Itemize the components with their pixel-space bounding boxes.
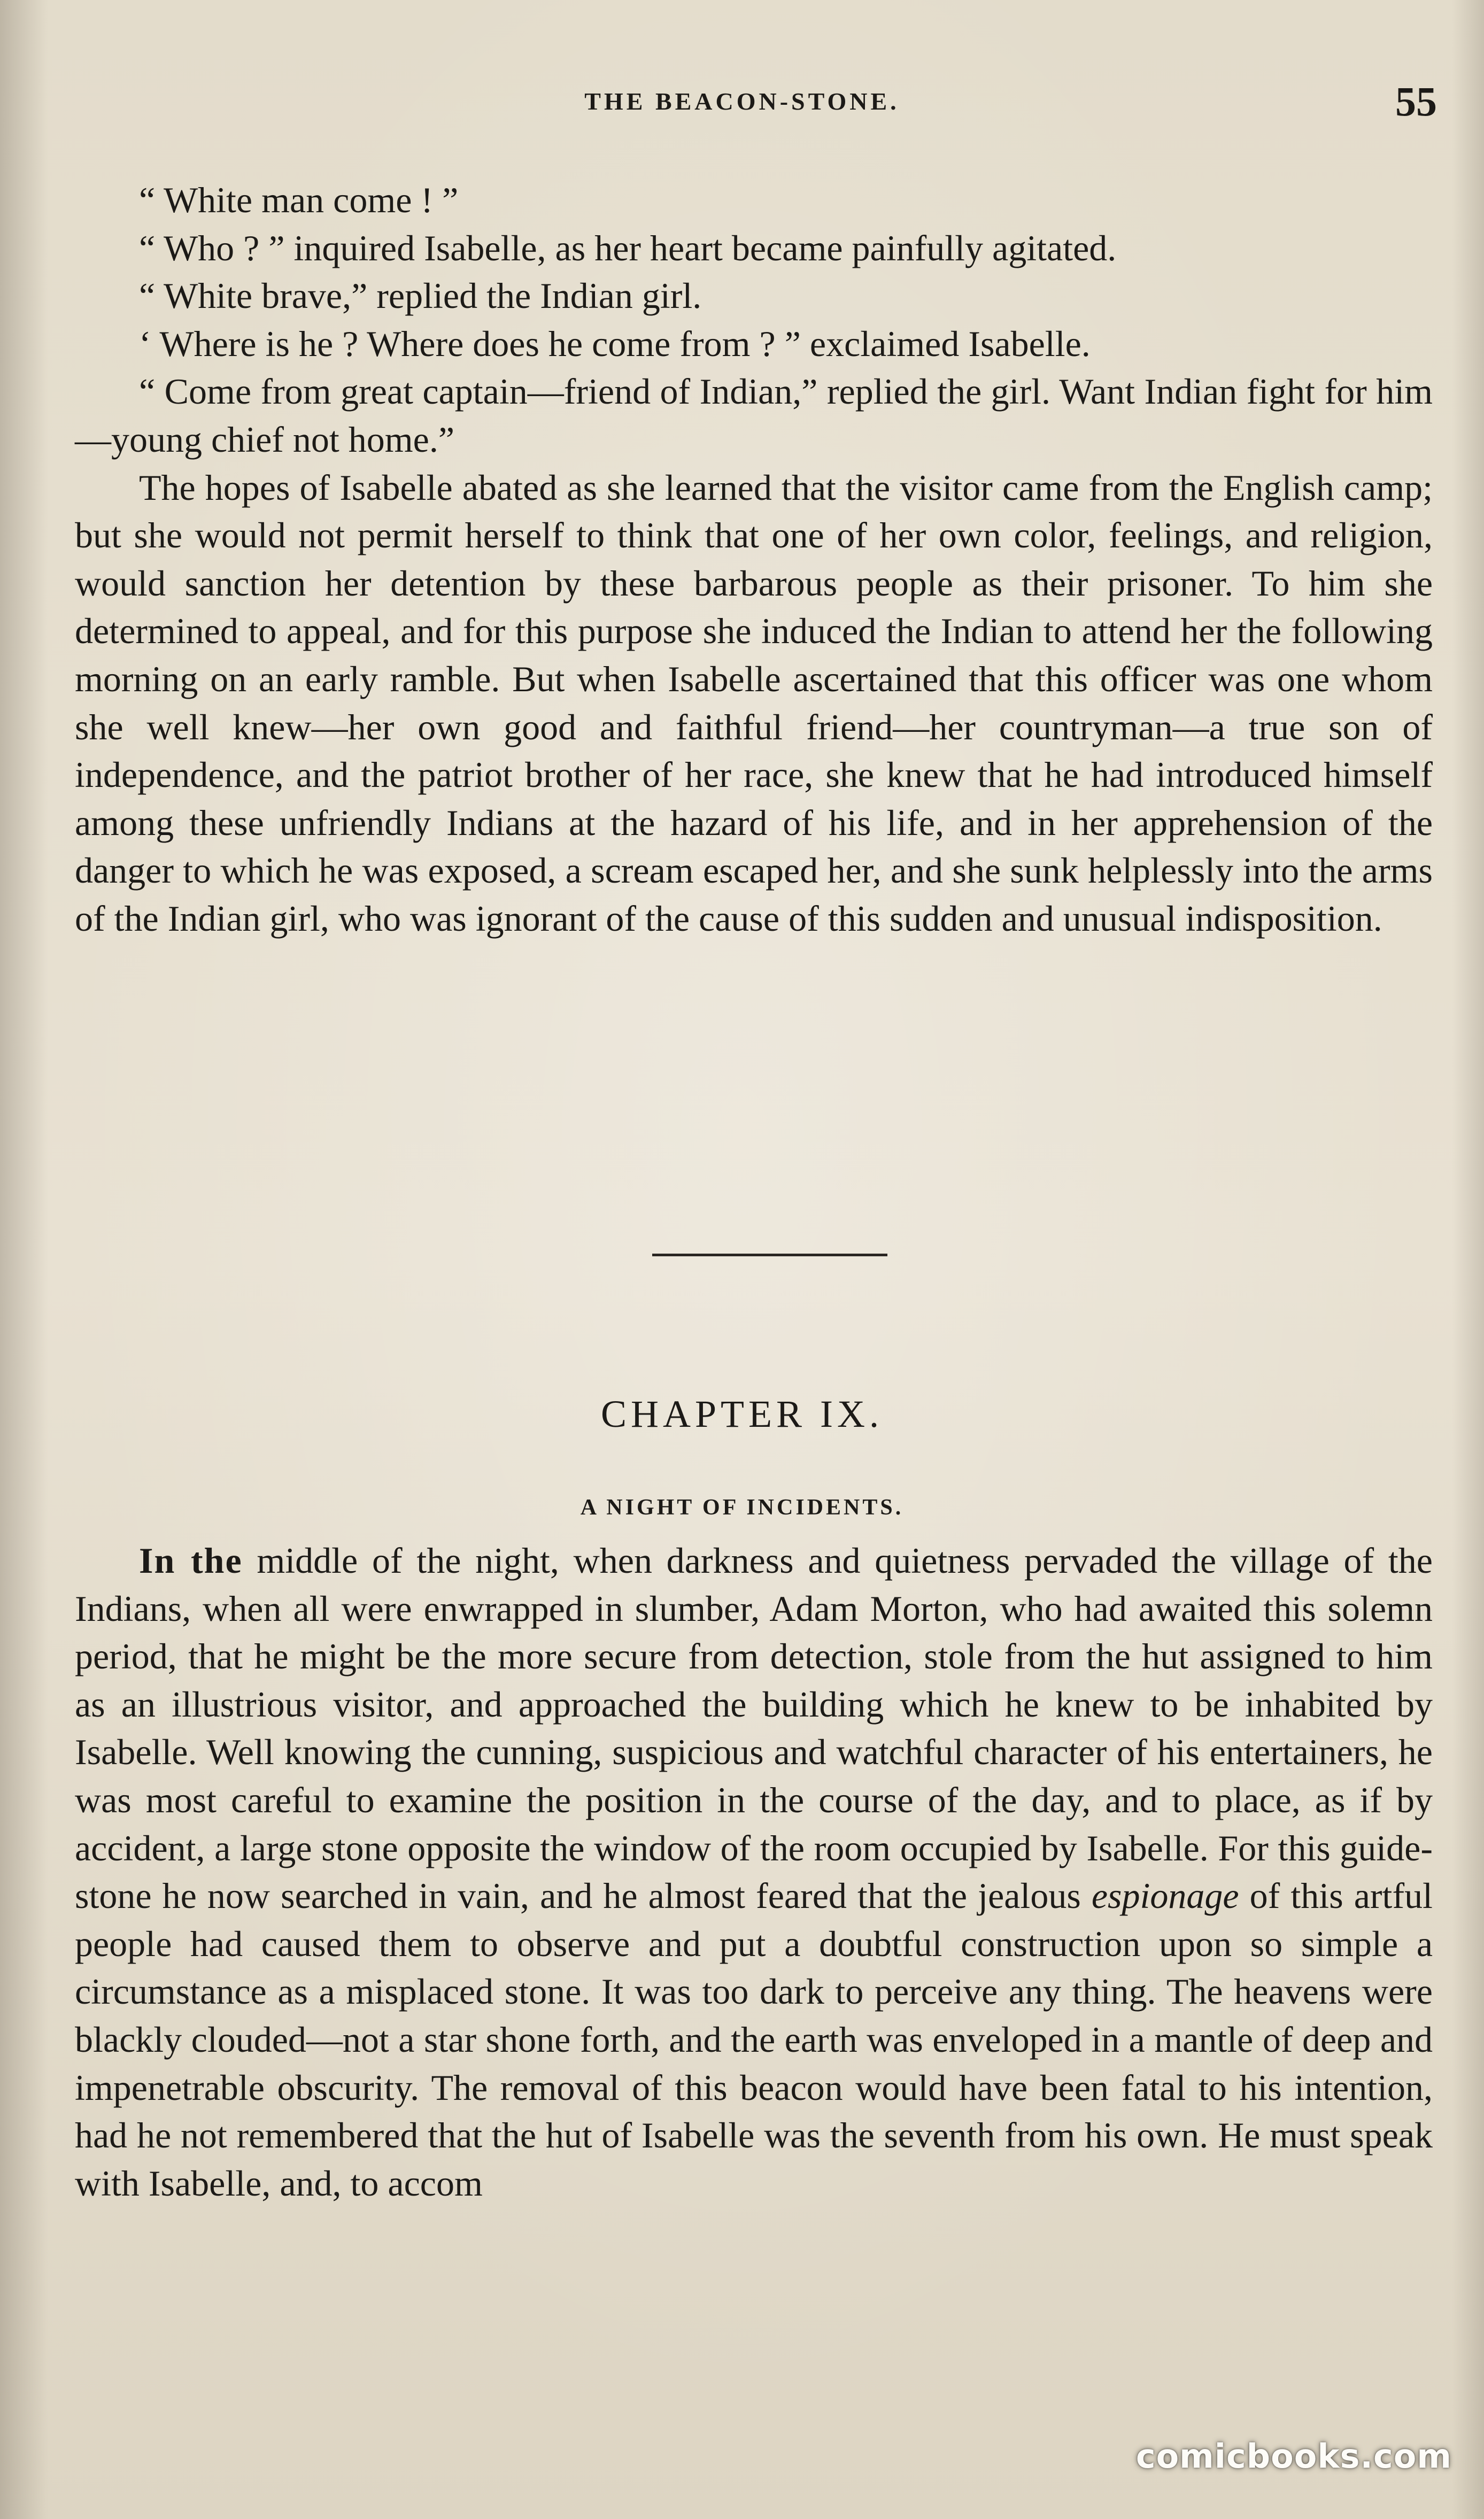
chapter-opening-paragraph: [75, 1537, 1433, 2207]
dialogue-line: “ White brave,” replied the Indian girl.: [139, 275, 702, 316]
dialogue-line: “ Come from great captain—friend of Indian,” replied the girl. Want Indian fight for him—young chief not home.”: [75, 371, 1433, 460]
section-divider: [652, 1254, 887, 1256]
passage-two: [75, 1537, 1433, 2207]
dialogue-line: “ White man come ! ”: [139, 180, 459, 220]
dialogue-line: “ Who ? ” inquired Isabelle, as her heart became painfully agitated.: [139, 227, 1117, 268]
chapter-heading: CHAPTER IX.: [600, 1393, 883, 1435]
running-head: [0, 80, 1484, 123]
chapter-subtitle: A NIGHT OF INCIDENTS.: [580, 1495, 904, 1520]
lead-words: In the: [139, 1540, 243, 1581]
running-title: THE BEACON-STONE.: [584, 88, 900, 115]
dialogue-line: ‘ Where is he ? Where does he come from ? ” exclaimed Isabelle.: [139, 323, 1091, 364]
watermark: comicbooks.com: [1135, 2437, 1452, 2476]
italic-word: espionage: [1091, 1875, 1239, 1917]
paragraph-text-part-one: middle of the night, when darkness and quietness pervaded the village of the Indians, when all were enwrapped in slumber, Adam Morton, who had awaited this solemn period, that he might be the more secure from detection, stole from the hut assigned to him as an illustrious visitor, and approached the building which he knew to be inhabited by Isabelle. Well knowing the cunning, suspicious and watchful character of his entertainers, he was most careful to examine the position in the course of the day, and to place, as if by accident, a large stone opposite the window of the room occupied by Isabelle. For this guide-stone he now searched in vain, and he almost feared that the jealous: [75, 1540, 1433, 1917]
page-number: 55: [1395, 78, 1437, 125]
passage-one: [75, 176, 1433, 943]
paragraph-text-part-two: of this artful people had caused them to observe and put a doubtful construction upon so simple a circumstance as a misplaced stone. It was too dark to perceive any thing. The heavens were blackly clouded—not a star shone forth, and the earth was enveloped in a mantle of deep and impenetrable obscurity. The removal of this beacon would have been fatal to his intention, had he not remembered that the hut of Isabelle was the seventh from his own. He must speak with Isabelle, and, to accom: [75, 1875, 1433, 2204]
narrative-paragraph: The hopes of Isabelle abated as she learned that the visitor came from the English camp; but she would not permit herself to think that one of her own color, feelings, and religion, would sanction her detention by these barbarous people as their prisoner. To him she determined to appeal, and for this purpose she induced the Indian to attend her the following morning on an early ramble. But when Isabelle ascertained that this officer was one whom she well knew—her own good and faithful friend—her countryman—a true son of independence, and the patriot brother of her race, she knew that he had introduced himself among these unfriendly Indians at the hazard of his life, and in her apprehension of the danger to which he was exposed, a scream escaped her, and she sunk helplessly into the arms of the Indian girl, who was ignorant of the cause of this sudden and unusual indisposition.: [75, 467, 1433, 939]
